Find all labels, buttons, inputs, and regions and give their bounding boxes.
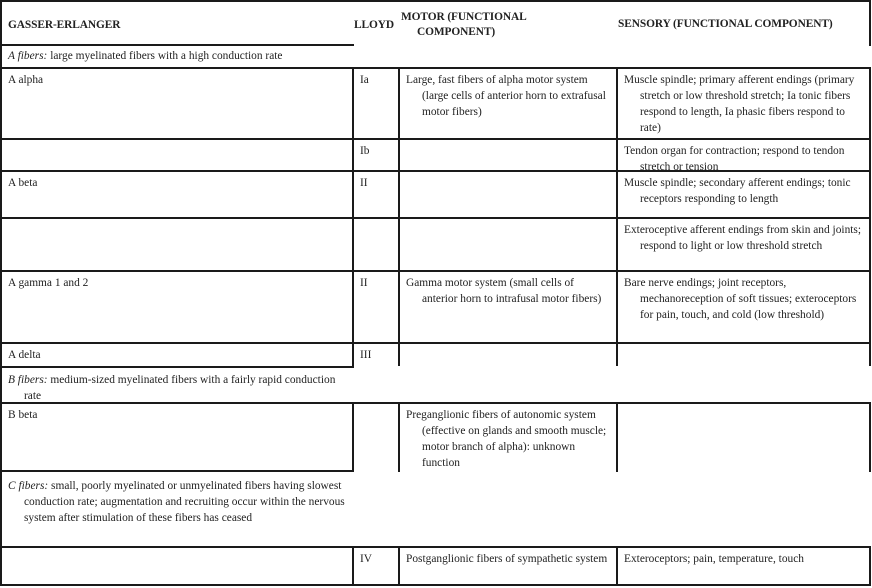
cell-motor-a-alpha: Large, fast fibers of alpha motor system (large cells of anterior horn to extrafusal motor fibers): [398, 67, 616, 140]
cell-sensory-a-gamma: Bare nerve endings; joint receptors, mechanoreception of soft tissues; exteroceptors for pain, touch, and cold (low threshold): [616, 270, 871, 344]
cell-sensory-ib: Tendon organ for contraction; respond to tendon stretch or tension: [616, 138, 871, 172]
cell-gasser-empty-extero: [0, 217, 354, 272]
header-sensory: SENSORY (FUNCTIONAL COMPONENT): [616, 0, 871, 46]
cell-gasser-b-beta: B beta: [0, 402, 354, 472]
cell-lloyd-ii-a-beta: II: [354, 170, 398, 219]
cell-sensory-empty-b-beta: [616, 402, 871, 472]
cell-motor-a-gamma: Gamma motor system (small cells of anterior horn to intrafusal motor fibers): [398, 270, 616, 344]
cell-lloyd-empty-b-beta: [354, 402, 398, 472]
cell-gasser-empty-iv: [0, 546, 354, 586]
header-gasser-erlanger: GASSER-ERLANGER: [0, 0, 354, 46]
cell-lloyd-ii-a-gamma: II: [354, 270, 398, 344]
cell-sensory-empty-a-delta: [616, 342, 871, 366]
cell-motor-b-beta: Preganglionic fibers of autonomic system (effective on glands and smooth muscle; motor branch of alpha): unknown function: [398, 402, 616, 472]
cell-lloyd-ia: Ia: [354, 67, 398, 140]
cell-gasser-a-delta: A delta: [0, 342, 354, 368]
cell-gasser-a-gamma: A gamma 1 and 2: [0, 270, 354, 344]
group-b-fibers: B fibers: medium-sized myelinated fibers with a fairly rapid conduction rate: [0, 366, 354, 404]
cell-motor-empty-ib: [398, 138, 616, 172]
cell-gasser-empty-ib: [0, 138, 354, 172]
header-motor: MOTOR (FUNCTIONAL COMPONENT): [398, 0, 616, 46]
group-a-fibers: A fibers: large myelinated fibers with a high conduction rate: [0, 45, 354, 69]
header-lloyd: LLOYD: [352, 0, 398, 46]
cell-lloyd-iii: III: [354, 342, 398, 368]
cell-sensory-extero: Exteroceptive afferent endings from skin and joints; respond to light or low threshold stretch: [616, 217, 871, 272]
cell-sensory-a-alpha: Muscle spindle; primary afferent endings (primary stretch or low threshold stretch; Ia tonic fibers respond to length, Ia phasic fibers respond to rate): [616, 67, 871, 140]
cell-motor-empty-extero: [398, 217, 616, 272]
cell-gasser-a-alpha: A alpha: [0, 67, 354, 140]
cell-sensory-a-beta: Muscle spindle; secondary afferent endings; tonic receptors responding to length: [616, 170, 871, 219]
cell-motor-empty-a-beta: [398, 170, 616, 219]
cell-motor-empty-a-delta: [398, 342, 616, 366]
cell-gasser-a-beta: A beta: [0, 170, 354, 219]
group-c-fibers: C fibers: small, poorly myelinated or unmyelinated fibers having slowest conduction rate; augmentation and recruiting occur within the nervous system after stimulation of these fibers has ceased: [0, 472, 354, 548]
cell-lloyd-empty-extero: [354, 217, 398, 272]
cell-lloyd-ib: Ib: [354, 138, 398, 172]
cell-sensory-iv: Exteroceptors; pain, temperature, touch: [616, 546, 871, 586]
cell-motor-iv: Postganglionic fibers of sympathetic system: [398, 546, 616, 586]
cell-lloyd-iv: IV: [354, 546, 398, 586]
